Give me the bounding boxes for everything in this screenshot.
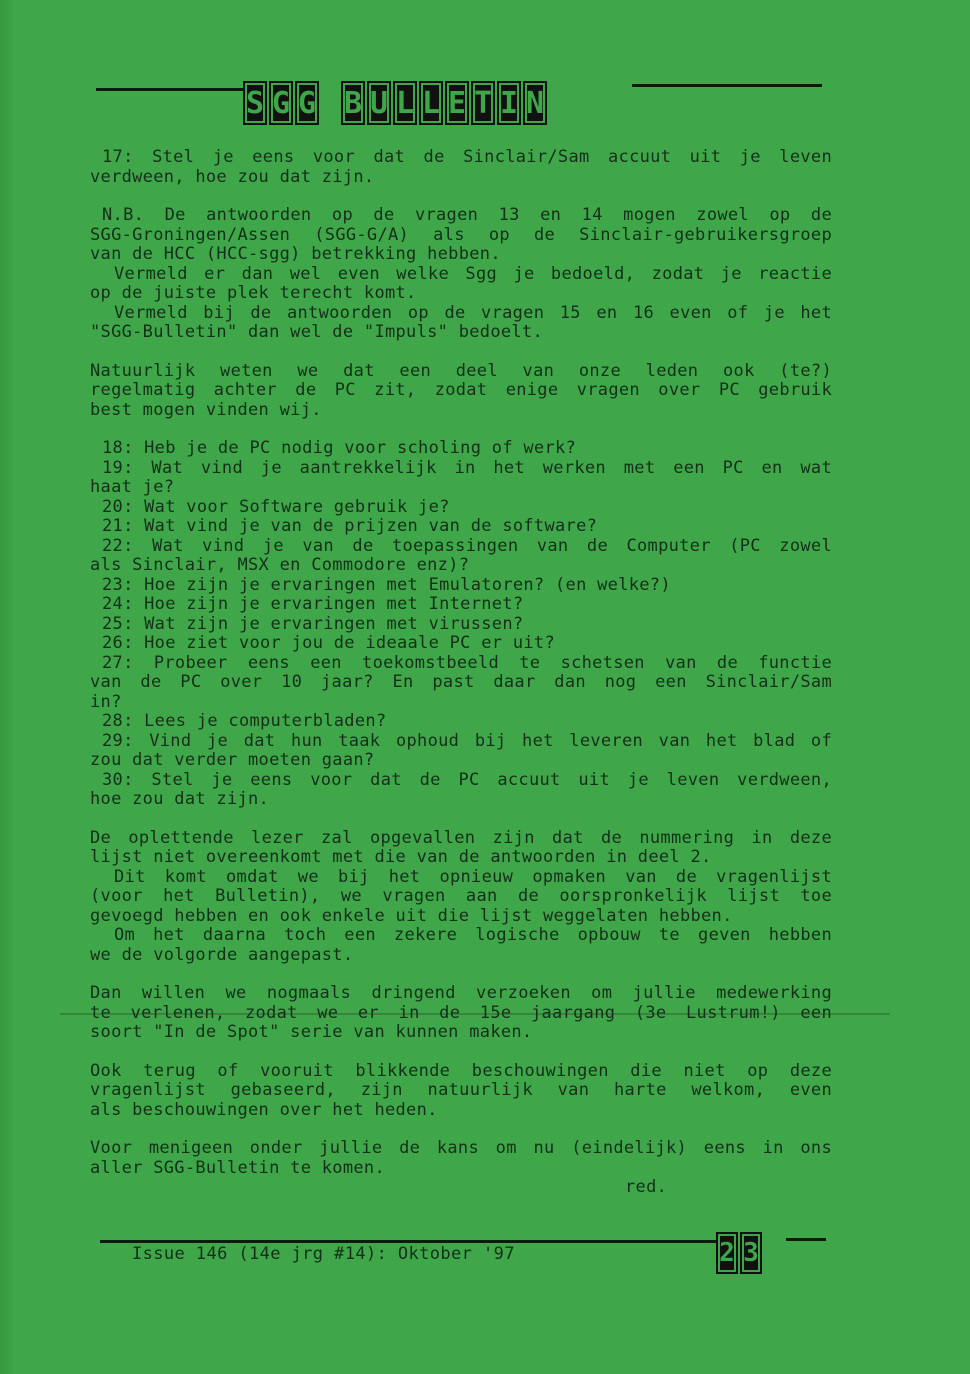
text-line: Dit komt omdat we bij het opnieuw opmaken van de vragenlijst: [114, 866, 832, 887]
masthead-letter: T: [471, 81, 495, 125]
text-line: Om het daarna toch een zekere logische opbouw te geven hebben: [114, 925, 832, 945]
paragraph-question-17: [90, 148, 832, 187]
signature-red: red.: [625, 1177, 668, 1197]
article-body: [90, 148, 832, 1217]
masthead-letter: G: [295, 81, 319, 125]
masthead-letter: S: [243, 81, 267, 125]
text-line: 21: Wat vind je van de prijzen van de software?: [102, 516, 598, 536]
text-line: 30: Stel je eens voor dat de PC accuut uit je leven verdween,: [102, 769, 832, 790]
paragraph-numbering: [90, 829, 832, 966]
text-line: best mogen vinden wij.: [90, 399, 322, 420]
text-line: SGG-Groningen/Assen (SGG-G/A) als op de Sinclair-gebruikersgroep: [90, 224, 832, 245]
text-line: te verlenen, zodat we er in de 15e jaargang (3e Lustrum!) een: [90, 1002, 832, 1023]
text-line: Vermeld er dan wel even welke Sgg je bedoeld, zodat je reactie: [114, 263, 832, 284]
text-line: Vermeld bij de antwoorden op de vragen 15 en 16 even of je het: [114, 302, 832, 323]
question-list: [90, 439, 832, 810]
page-digit: 3: [740, 1232, 762, 1274]
text-line: als Sinclair, MSX en Commodore enz)?: [90, 555, 470, 575]
paragraph-note: [90, 206, 832, 343]
text-line: De oplettende lezer zal opgevallen zijn dat de nummering in deze: [90, 827, 832, 848]
text-line: regelmatig achter de PC zit, zodat enige vragen over PC gebruik: [90, 380, 832, 400]
text-line: Natuurlijk weten we dat een deel van onze leden ook (te?): [90, 360, 832, 381]
masthead-letter: E: [445, 81, 469, 125]
text-line: gevoegd hebben en ook enkele uit die lijst weggelaten hebben.: [90, 905, 733, 926]
header-rule-left: [96, 88, 243, 91]
text-line: soort "In de Spot" serie van kunnen maken.: [90, 1022, 533, 1042]
text-line: vragenlijst gebaseerd, zijn natuurlijk van harte welkom, even: [90, 1080, 832, 1100]
text-line: 28: Lees je computerbladen?: [102, 711, 387, 731]
paragraph-reflections: [90, 1062, 832, 1121]
text-line: 20: Wat voor Software gebruik je?: [102, 496, 450, 517]
text-line: in?: [90, 691, 122, 712]
text-line: N.B. De antwoorden op de vragen 13 en 14 mogen zowel op de: [102, 205, 832, 225]
text-line: 23: Hoe zijn je ervaringen met Emulatoren? (en welke?): [102, 574, 671, 595]
text-line: we de volgorde aangepast.: [90, 944, 354, 965]
text-line: Ook terug of vooruit blikkende beschouwingen die niet op deze: [90, 1060, 832, 1081]
footer-rule-right: [786, 1238, 826, 1241]
masthead-letter: I: [497, 81, 521, 125]
text-line: 18: Heb je de PC nodig voor scholing of werk?: [102, 438, 577, 458]
paragraph-pc-intro: [90, 362, 832, 421]
text-line: 26: Hoe ziet voor jou de ideaale PC er uit?: [102, 633, 555, 653]
text-line: zou dat verder moeten gaan?: [90, 750, 375, 770]
text-line: hoe zou dat zijn.: [90, 789, 270, 809]
page-digit: 2: [716, 1232, 738, 1274]
masthead-letter: B: [341, 81, 365, 125]
text-line: 25: Wat zijn je ervaringen met virussen?: [102, 613, 524, 634]
masthead-letter: U: [367, 81, 391, 125]
masthead-word-sgg: [243, 81, 319, 125]
masthead-letter: L: [393, 81, 417, 125]
text-line: verdween, hoe zou dat zijn.: [90, 166, 375, 187]
text-line: (voor het Bulletin), we vragen aan de oorspronkelijk lijst toe: [90, 886, 832, 906]
text-line: van de HCC (HCC-sgg) betrekking hebben.: [90, 244, 501, 264]
issue-info: Issue 146 (14e jrg #14): Oktober '97: [132, 1244, 515, 1264]
text-line: aller SGG-Bulletin te komen.: [90, 1157, 385, 1178]
masthead-word-bulletin: [341, 81, 547, 125]
masthead-letter: L: [419, 81, 443, 125]
paragraph-request: [90, 984, 832, 1043]
text-line: 22: Wat vind je van de toepassingen van de Computer (PC zowel: [102, 535, 832, 556]
footer-rule-left: [100, 1240, 716, 1243]
text-line: "SGG-Bulletin" dan wel de "Impuls" bedoelt.: [90, 322, 543, 342]
text-line: Dan willen we nogmaals dringend verzoeken om jullie medewerking: [90, 983, 832, 1003]
text-line: op de juiste plek terecht komt.: [90, 283, 417, 303]
text-line: als beschouwingen over het heden.: [90, 1099, 438, 1120]
masthead: [243, 78, 547, 128]
text-line: 17: Stel je eens voor dat de Sinclair/Sam accuut uit je leven: [102, 147, 832, 167]
page-number: [716, 1232, 762, 1274]
masthead-letter: G: [269, 81, 293, 125]
text-line: 27: Probeer eens een toekomstbeeld te schetsen van de functie: [102, 652, 832, 673]
text-line: 19: Wat vind je aantrekkelijk in het werken met een PC en wat: [102, 457, 832, 478]
masthead-letter: N: [523, 81, 547, 125]
text-line: lijst niet overeenkomt met die van de antwoorden in deel 2.: [90, 847, 712, 867]
text-line: van de PC over 10 jaar? En past daar dan nog een Sinclair/Sam: [90, 672, 832, 692]
text-line: 29: Vind je dat hun taak ophoud bij het leveren van het blad of: [102, 730, 832, 751]
header-rule-right: [632, 84, 822, 87]
text-line: Voor menigeen onder jullie de kans om nu (eindelijk) eens in ons: [90, 1138, 832, 1158]
paper-edge: [0, 0, 14, 1374]
paragraph-closing: [90, 1139, 832, 1198]
text-line: haat je?: [90, 477, 175, 497]
text-line: 24: Hoe zijn je ervaringen met Internet?: [102, 594, 524, 614]
